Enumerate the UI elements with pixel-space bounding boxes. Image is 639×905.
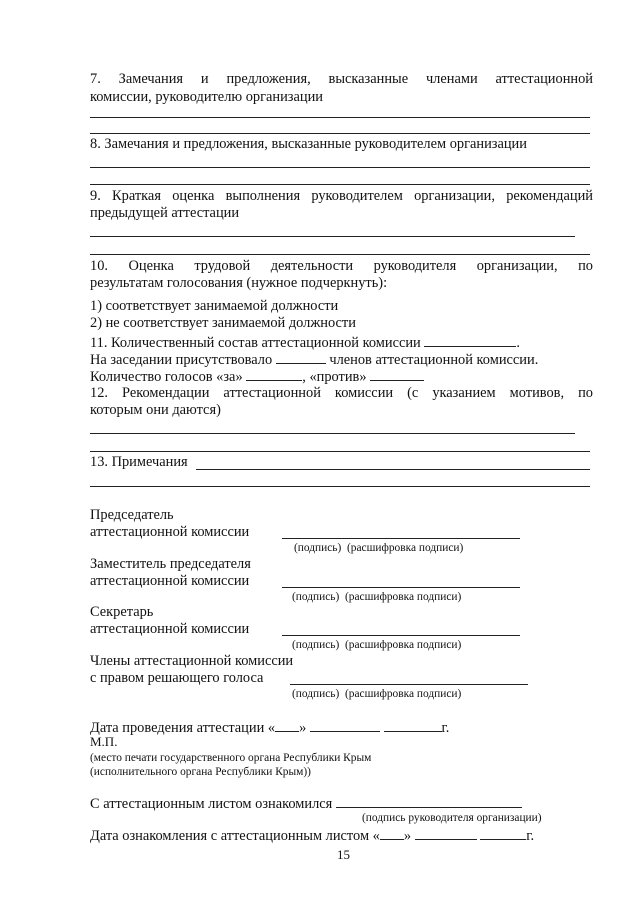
attestation-year-suffix: г. [441,720,450,736]
votes-for-field[interactable] [246,367,302,381]
secretary-line-2: аттестационной комиссии [90,621,250,637]
chair-line-2: аттестационной комиссии [90,524,250,540]
section-12-answer-line-1[interactable] [90,433,575,434]
attestation-year-field[interactable] [384,718,442,732]
section-7-line-2: комиссии, руководителю организации [90,89,323,105]
director-signature-caption: (подпись руководителя организации) [362,812,542,824]
acquaint-label: С аттестационным листом ознакомился [90,796,333,812]
deputy-caption-decoding: (расшифровка подписи) [345,591,462,603]
section-9-answer-line-1[interactable] [90,236,575,237]
acquaint-date [90,826,534,845]
secretary-caption-decoding: (расшифровка подписи) [345,639,462,651]
attestation-month-field[interactable] [310,718,380,732]
members-line-1: Члены аттестационной комиссии [90,653,294,669]
stamp-note-line-2: (исполнительного органа Республики Крым)) [90,766,311,778]
section-11-votes [90,367,424,386]
members-signature-line[interactable] [290,684,528,685]
commission-size-field[interactable] [424,333,516,347]
votes-for-label: Количество голосов «за» [90,369,243,385]
deputy-caption-signature: (подпись) [292,591,340,603]
deputy-line-2: аттестационной комиссии [90,573,250,589]
acquaint-year-field[interactable] [480,826,526,840]
deputy-caption [292,590,461,604]
section-7-line-1: 7. Замечания и предложения, высказанные членами аттестационной [90,71,593,87]
acquaint-day-field[interactable] [380,826,404,840]
secretary-caption-signature: (подпись) [292,639,340,651]
page-number: 15 [337,847,350,862]
section-12-answer-line-2[interactable] [90,451,590,452]
section-8-line-1: 8. Замечания и предложения, высказанные руководителем организации [90,136,527,152]
acquaint-year-suffix: г. [526,828,535,844]
section-10-option-1[interactable]: 1) соответствует занимаемой должности [90,298,339,314]
votes-against-field[interactable] [370,367,424,381]
section-8-answer-line-2[interactable] [90,184,590,185]
attestation-date-label: Дата проведения аттестации « [90,720,276,736]
members-line-2: с правом решающего голоса [90,670,264,686]
director-signature-field[interactable] [336,794,522,808]
chair-signature-line[interactable] [282,538,520,539]
section-8-answer-line-1[interactable] [90,167,590,168]
section-12-line-2: которым они даются) [90,402,221,418]
section-11-period: . [516,335,520,351]
members-caption-decoding: (расшифровка подписи) [345,688,462,700]
section-11-composition-label: 11. Количественный состав аттестационной комиссии [90,335,421,351]
chair-line-1: Председатель [90,507,174,523]
section-9-line-2: предыдущей аттестации [90,205,240,221]
section-7-answer-line-2[interactable] [90,133,590,134]
section-13-label: 13. Примечания [90,454,188,470]
acquaint-date-label: Дата ознакомления с аттестационным листом « [90,828,380,844]
acquaint-date-close-quote: » [403,828,412,844]
section-7-answer-line-1[interactable] [90,117,590,118]
section-12-line-1: 12. Рекомендации аттестационной комиссии (с указанием мотивов, по [90,385,593,401]
section-13-answer-line-1[interactable] [196,469,590,470]
present-prefix: На заседании присутствовало [90,352,273,368]
section-13-answer-line-2[interactable] [90,486,590,487]
section-10-option-2[interactable]: 2) не соответствует занимаемой должности [90,315,356,331]
attestation-date-close-quote: » [299,720,307,736]
deputy-signature-line[interactable] [282,587,520,588]
votes-against-label: , «против» [302,369,367,385]
attestation-day-field[interactable] [275,718,299,732]
section-9-line-1: 9. Краткая оценка выполнения руководителем организации, рекомендаций [90,188,593,204]
chair-caption [294,541,463,555]
section-10-line-1: 10. Оценка трудовой деятельности руководителя организации, по [90,258,593,274]
present-count-field[interactable] [276,350,326,364]
secretary-signature-line[interactable] [282,635,520,636]
seal-mark: М.П. [90,734,118,749]
secretary-caption [292,638,461,652]
acquaint-month-field[interactable] [415,826,477,840]
deputy-line-1: Заместитель председателя [90,556,251,572]
chair-caption-signature: (подпись) [294,542,342,554]
members-caption-signature: (подпись) [292,688,340,700]
stamp-note-line-1: (место печати государственного органа Республики Крым [90,752,372,764]
section-9-answer-line-2[interactable] [90,254,590,255]
attestation-date [90,718,449,737]
chair-caption-decoding: (расшифровка подписи) [347,542,464,554]
secretary-line-1: Секретарь [90,604,154,620]
section-10-line-2: результатам голосования (нужное подчеркнуть): [90,275,388,291]
present-suffix: членов аттестационной комиссии. [329,352,539,368]
members-caption [292,687,461,701]
